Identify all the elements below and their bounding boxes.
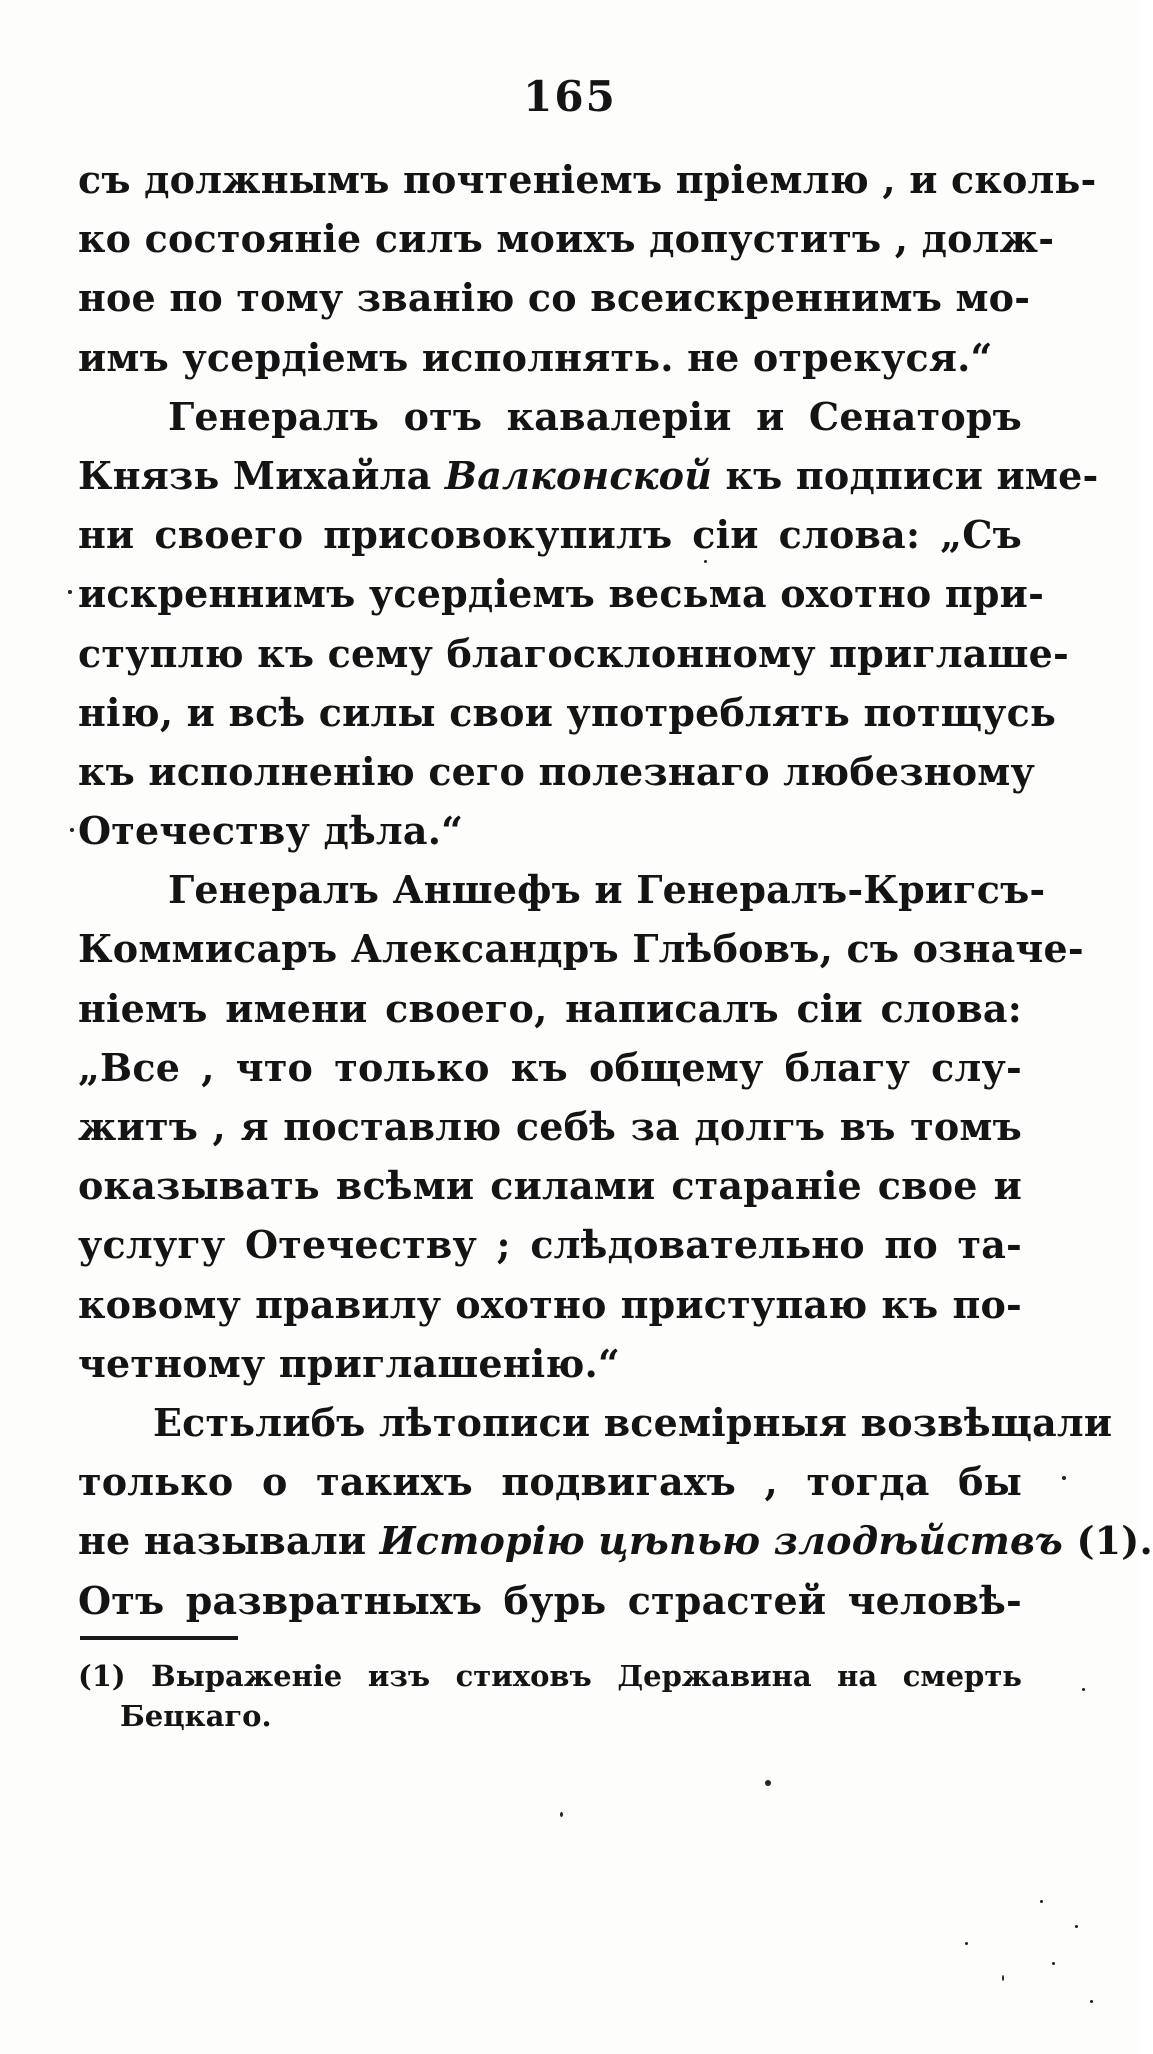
text-line: Отъ развратныхъ бурь страстей человѣ- [78,1577,1022,1623]
main-text [78,150,1153,1630]
print-speck [1062,1476,1066,1480]
text-line: искреннимъ усердіемъ весьма охотно при- [78,571,1045,617]
text-line: Генералъ Аншефъ и Генералъ-Кригсъ- [168,867,1046,913]
text-line: ступлю къ сему благосклонному приглаше- [78,630,1070,676]
footnote-line: Бецкаго. [120,1699,272,1733]
text-line [78,1511,1153,1570]
text-line: только о такихъ подвигахъ , тогда бы [78,1459,1022,1505]
print-speck [68,590,72,594]
text-line: житъ , я поставлю себѣ за долгъ въ томъ [78,1104,1022,1149]
text-run: къ подписи име- [712,452,1099,498]
text-line: Отечеству дѣла.“ [78,808,464,854]
text-run: Князь Михайла [78,452,445,498]
text-run: не называли [78,1518,380,1564]
print-speck [560,1812,563,1817]
page-number: 165 [523,72,617,121]
text-line: ное по тому званію со всеискреннимъ мо- [78,275,1031,321]
footnote-ref: (1). [1063,1518,1153,1564]
text-line [78,446,1099,505]
italic-name: Валконской [444,452,713,498]
print-speck [765,1780,771,1786]
print-speck [704,560,707,563]
text-line: къ исполненію сего полезнаго любезному [78,748,1036,794]
print-speck [1040,1900,1043,1903]
text-line: оказывать всѣми силами стараніе свое и [78,1163,1022,1209]
italic-quote: Исторію цѣпью злодѣйствъ [379,1518,1064,1564]
print-speck [1002,1975,1004,1981]
print-speck [965,1942,968,1945]
footnote-rule [80,1636,238,1640]
text-line: четному приглашенію.“ [78,1340,621,1386]
text-line: услугу Отечеству ; слѣдовательно по та- [78,1222,1022,1268]
text-line: нію, и всѣ силы свои употреблять потщусь [78,689,1056,735]
text-line: „Все , что только къ общему благу слу- [78,1044,1022,1090]
text-line: Коммисаръ Александръ Глѣбовъ, съ означе- [78,926,1084,972]
print-speck [1090,2000,1093,2003]
text-line: ни своего присовокупилъ сіи слова: „Съ [78,512,1022,558]
text-line: ніемъ имени своего, написалъ сіи слова: [78,985,1022,1031]
text-line: Естьлибъ лѣтописи всемірныя возвѣщали [153,1399,1113,1445]
text-line: ко состояніе силъ моихъ допуститъ , долж- [78,216,1055,262]
print-speck [1082,1688,1085,1691]
print-speck [1075,1925,1078,1928]
footnote-line: (1) Выраженіе изъ стиховъ Державина на смерть [78,1659,1022,1693]
text-line: съ должнымъ почтеніемъ пріемлю , и сколь- [78,157,1097,202]
print-speck [1052,1962,1055,1965]
text-line: Генералъ отъ кавалеріи и Сенаторъ [168,393,1022,439]
text-line: имъ усердіемъ исполнять. не отрекуся.“ [78,334,993,380]
footnote [78,1656,1022,1736]
text-line: ковому правилу охотно приступаю къ по- [78,1281,1022,1327]
print-speck [70,828,74,832]
